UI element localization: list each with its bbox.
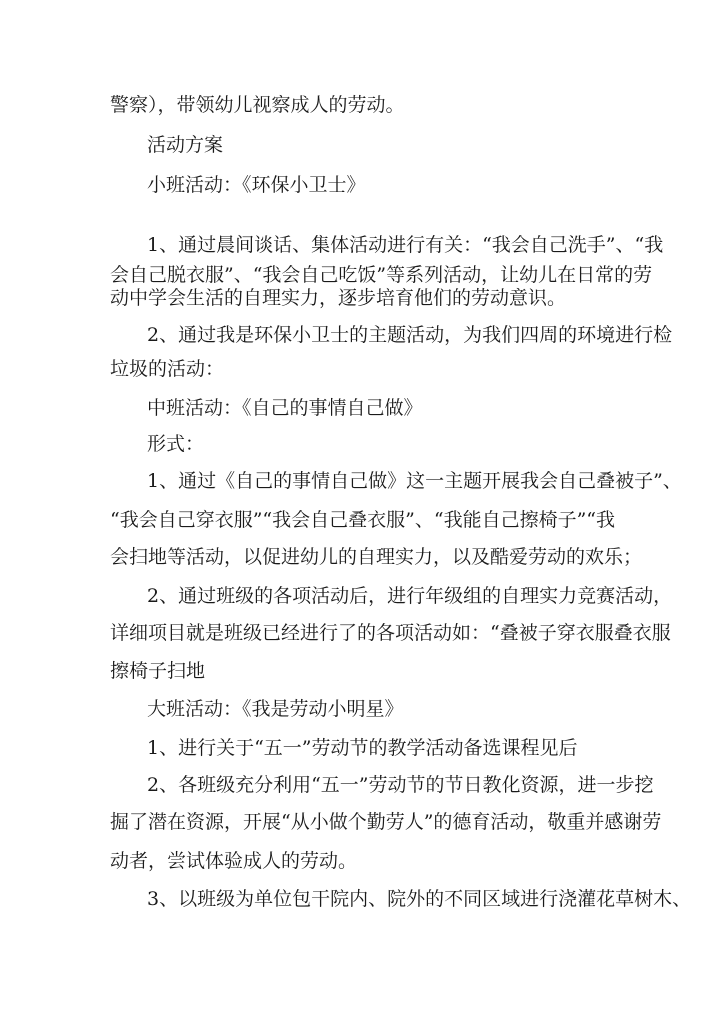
section-heading: 活动方案 xyxy=(147,134,224,156)
section-heading: 中班活动：《自己的事情自己做》 xyxy=(147,397,423,419)
section-heading: 大班活动：《我是劳动小明星》 xyxy=(147,698,404,720)
text-line: 动者，尝试体验成人的劳动。 xyxy=(110,850,358,872)
text-line: 动中学会生活的自理实力，逐步培育他们的劳动意识。 xyxy=(110,287,567,309)
text-line: 3、以班级为单位包干院内、院外的不同区域进行浇灌花草树木、 xyxy=(147,888,692,910)
text-line: 掘了潜在资源，开展“从小做个勤劳人”的德育活动，敬重并感谢劳 xyxy=(110,811,662,833)
text-line: “我会自己穿衣服”“我会自己叠衣服”、“我能自己擦椅子”“我 xyxy=(110,509,615,531)
text-line: 1、通过晨间谈话、集体活动进行有关：“我会自己洗手”、“我 xyxy=(147,234,664,256)
text-line: 擦椅子扫地 xyxy=(110,660,206,682)
text-line: 警察），带领幼儿视察成人的劳动。 xyxy=(110,94,405,116)
text-line: 详细项目就是班级已经进行了的各项活动如：“叠被子穿衣服叠衣服 xyxy=(110,622,671,644)
text-line: 会扫地等活动，以促进幼儿的自理实力，以及酷爱劳动的欢乐； xyxy=(110,546,643,568)
text-line: 垃圾的活动： xyxy=(110,358,225,380)
section-heading: 形式： xyxy=(147,433,205,455)
text-line: 1、通过《自己的事情自己做》这一主题开展我会自己叠被子”、 xyxy=(147,470,682,492)
text-line: 2、通过我是环保小卫士的主题活动，为我们四周的环境进行检 xyxy=(147,324,673,346)
text-line: 1、进行关于“五一”劳动节的教学活动备选课程见后 xyxy=(147,737,578,759)
text-line: 2、通过班级的各项活动后，进行年级组的自理实力竞赛活动， xyxy=(147,585,673,607)
text-line: 2、各班级充分利用“五一”劳动节的节日教化资源，进一步挖 xyxy=(147,774,654,796)
section-heading: 小班活动：《环保小卫士》 xyxy=(147,174,366,196)
text-line: 会自己脱衣服”、“我会自己吃饭”等系列活动，让幼儿在日常的劳 xyxy=(110,264,653,286)
